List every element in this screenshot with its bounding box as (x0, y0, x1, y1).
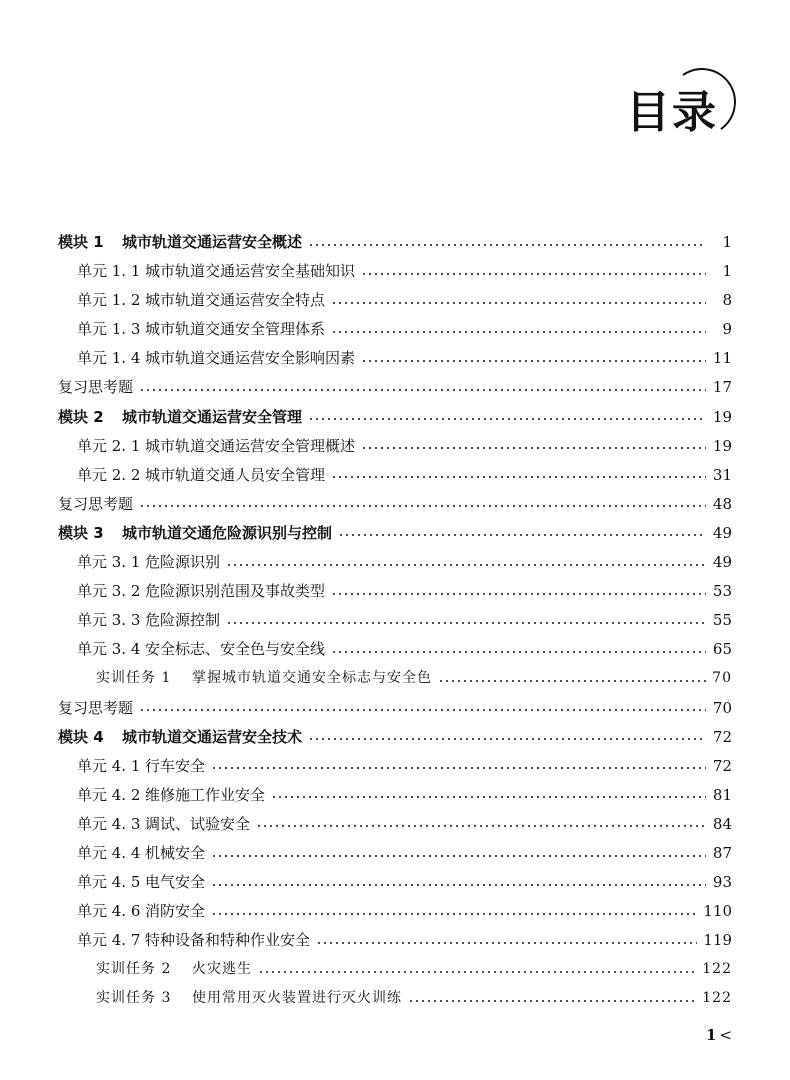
toc-entry-number: 单元 1. 4 (77, 349, 141, 368)
dot-leader (361, 360, 706, 362)
toc-entry-page: 84 (712, 814, 732, 833)
page-marker-icon: < (719, 1026, 732, 1044)
dot-leader (256, 825, 706, 827)
toc-entry-page: 122 (702, 961, 732, 978)
dot-leader (139, 389, 706, 391)
toc-entry-title: 危险源识别 (145, 553, 221, 572)
toc-entry[interactable] (58, 228, 732, 257)
toc-entry-title: 危险源识别范围及事故类型 (145, 582, 326, 601)
toc-entry[interactable] (58, 257, 732, 286)
toc-entry-number: 实训任务 1 (96, 670, 172, 687)
toc-entry-number: 单元 4. 2 (77, 785, 141, 804)
toc-entry[interactable] (58, 519, 732, 548)
toc-entry-page: 70 (712, 698, 732, 717)
toc-entry-number: 单元 4. 7 (77, 931, 141, 950)
toc-entry[interactable] (58, 868, 732, 897)
toc-entry-page: 119 (703, 931, 732, 950)
toc-entry-number: 单元 4. 5 (77, 873, 141, 892)
toc-entry-number: 单元 1. 3 (77, 320, 141, 339)
toc-entry-page: 49 (712, 553, 732, 572)
dot-leader (226, 564, 706, 566)
toc-entry[interactable] (58, 664, 732, 693)
page-footer (706, 1026, 732, 1044)
toc-entry-page: 72 (712, 727, 732, 746)
toc-entry-title: 城市轨道交通运营安全技术 (122, 727, 303, 746)
toc-entry[interactable] (58, 315, 732, 344)
toc-entry-page: 70 (712, 670, 732, 687)
toc-entry-number: 单元 2. 2 (77, 465, 141, 484)
toc-entry-title: 城市轨道交通运营安全概述 (122, 233, 303, 251)
toc-entry-number: 模块 1 (58, 233, 104, 251)
toc-entry-number: 模块 2 (58, 407, 104, 426)
toc-entry-page: 9 (722, 320, 732, 339)
toc-entry-page: 72 (712, 756, 732, 775)
toc-entry[interactable] (58, 577, 732, 606)
dot-leader (361, 273, 706, 275)
dot-leader (331, 302, 706, 304)
toc-entry-number: 模块 3 (58, 523, 104, 542)
toc-entry[interactable] (58, 781, 732, 810)
toc-entry-title: 城市轨道交通运营安全管理 (122, 407, 303, 426)
toc-entry-number: 单元 1. 1 (77, 262, 141, 281)
title-block (600, 70, 750, 150)
toc-entry[interactable] (58, 694, 732, 723)
toc-entry-page: 19 (712, 407, 732, 426)
dot-leader (331, 593, 706, 595)
toc-entry-number: 单元 2. 1 (77, 436, 141, 455)
dot-leader (308, 738, 706, 740)
toc-entry-page: 49 (712, 523, 732, 542)
toc-entry-title: 特种设备和特种作业安全 (145, 931, 311, 950)
toc-entry[interactable] (58, 955, 732, 984)
dot-leader (211, 767, 706, 769)
toc-entry[interactable] (58, 286, 732, 315)
toc-entry-title: 消防安全 (145, 902, 206, 921)
page-title: 目录 (626, 87, 718, 138)
toc-entry-number: 单元 4. 4 (77, 843, 141, 862)
toc-entry-title: 安全标志、安全色与安全线 (145, 640, 326, 659)
toc-entry-number: 单元 4. 1 (77, 756, 141, 775)
toc-entry-page: 65 (712, 640, 732, 659)
toc-entry-page: 11 (712, 349, 732, 368)
toc-entry-page: 48 (712, 494, 732, 513)
toc-entry[interactable] (58, 635, 732, 664)
dot-leader (271, 796, 706, 798)
toc-entry[interactable] (58, 461, 732, 490)
table-of-contents (58, 228, 732, 1014)
dot-leader (361, 447, 706, 449)
toc-entry-title: 调试、试验安全 (145, 814, 251, 833)
toc-entry-title: 城市轨道交通运营安全管理概述 (145, 436, 356, 455)
toc-entry-title: 复习思考题 (58, 494, 134, 513)
dot-leader (211, 884, 706, 886)
dot-leader (331, 476, 706, 478)
toc-entry-page: 31 (712, 465, 732, 484)
toc-entry[interactable] (58, 752, 732, 781)
dot-leader (438, 680, 706, 682)
toc-entry-title: 使用常用灭火装置进行灭火训练 (192, 990, 402, 1007)
toc-entry-title: 城市轨道交通运营安全特点 (145, 291, 326, 310)
dot-leader (226, 622, 706, 624)
toc-entry[interactable] (58, 432, 732, 461)
toc-entry[interactable] (58, 926, 732, 955)
dot-leader (211, 913, 697, 915)
toc-entry-number: 单元 1. 2 (77, 291, 141, 310)
toc-entry-number: 模块 4 (58, 727, 104, 746)
toc-entry[interactable] (58, 344, 732, 373)
dot-leader (139, 709, 706, 711)
dot-leader (139, 505, 706, 507)
toc-entry-number: 单元 3. 1 (77, 553, 141, 572)
toc-entry-title: 城市轨道交通危险源识别与控制 (122, 523, 333, 542)
toc-entry-page: 93 (712, 873, 732, 892)
toc-entry-page: 19 (712, 436, 732, 455)
toc-entry-page: 8 (722, 291, 732, 310)
toc-entry-page: 53 (712, 582, 732, 601)
dot-leader (308, 418, 706, 420)
dot-leader (408, 1000, 696, 1002)
toc-entry-title: 火灾逃生 (192, 961, 252, 978)
toc-entry-number: 单元 4. 3 (77, 814, 141, 833)
toc-entry-page: 1 (722, 262, 732, 281)
toc-entry-title: 城市轨道交通人员安全管理 (145, 465, 326, 484)
dot-leader (316, 942, 697, 944)
toc-entry[interactable] (58, 490, 732, 519)
toc-entry-page: 1 (722, 233, 732, 251)
toc-entry-title: 城市轨道交通运营安全基础知识 (145, 262, 356, 281)
toc-entry-page: 55 (712, 611, 732, 630)
dot-leader (308, 244, 706, 246)
toc-entry-number: 单元 3. 3 (77, 611, 141, 630)
toc-entry-title: 机械安全 (145, 843, 206, 862)
toc-entry[interactable] (58, 984, 732, 1013)
toc-entry-title: 掌握城市轨道交通安全标志与安全色 (192, 670, 432, 687)
toc-entry-number: 单元 3. 4 (77, 640, 141, 659)
toc-entry-number: 实训任务 3 (96, 990, 172, 1007)
toc-entry[interactable] (58, 897, 732, 926)
dot-leader (211, 855, 706, 857)
toc-entry-title: 危险源控制 (145, 611, 221, 630)
toc-entry-page: 87 (712, 843, 732, 862)
toc-entry-title: 维修施工作业安全 (145, 785, 266, 804)
toc-entry-page: 17 (712, 378, 732, 397)
toc-entry-number: 实训任务 2 (96, 961, 172, 978)
toc-entry[interactable] (58, 373, 732, 402)
page-number: 1 (705, 1026, 717, 1044)
toc-entry-title: 城市轨道交通安全管理体系 (145, 320, 326, 339)
dot-leader (338, 534, 706, 536)
toc-entry-number: 单元 3. 2 (77, 582, 141, 601)
toc-entry-title: 复习思考题 (58, 378, 134, 397)
toc-entry[interactable] (58, 839, 732, 868)
toc-entry-title: 复习思考题 (58, 698, 134, 717)
toc-entry-page: 81 (712, 785, 732, 804)
dot-leader (331, 331, 706, 333)
toc-entry-title: 城市轨道交通运营安全影响因素 (145, 349, 356, 368)
toc-entry[interactable] (58, 810, 732, 839)
toc-entry[interactable] (58, 403, 732, 432)
toc-entry[interactable] (58, 548, 732, 577)
dot-leader (331, 651, 706, 653)
toc-entry-page: 110 (703, 902, 732, 921)
toc-entry-number: 单元 4. 6 (77, 902, 141, 921)
toc-entry-title: 电气安全 (145, 873, 206, 892)
toc-entry-page: 122 (702, 990, 732, 1007)
toc-entry[interactable] (58, 606, 732, 635)
toc-entry-title: 行车安全 (145, 756, 206, 775)
toc-entry[interactable] (58, 723, 732, 752)
dot-leader (258, 971, 696, 973)
